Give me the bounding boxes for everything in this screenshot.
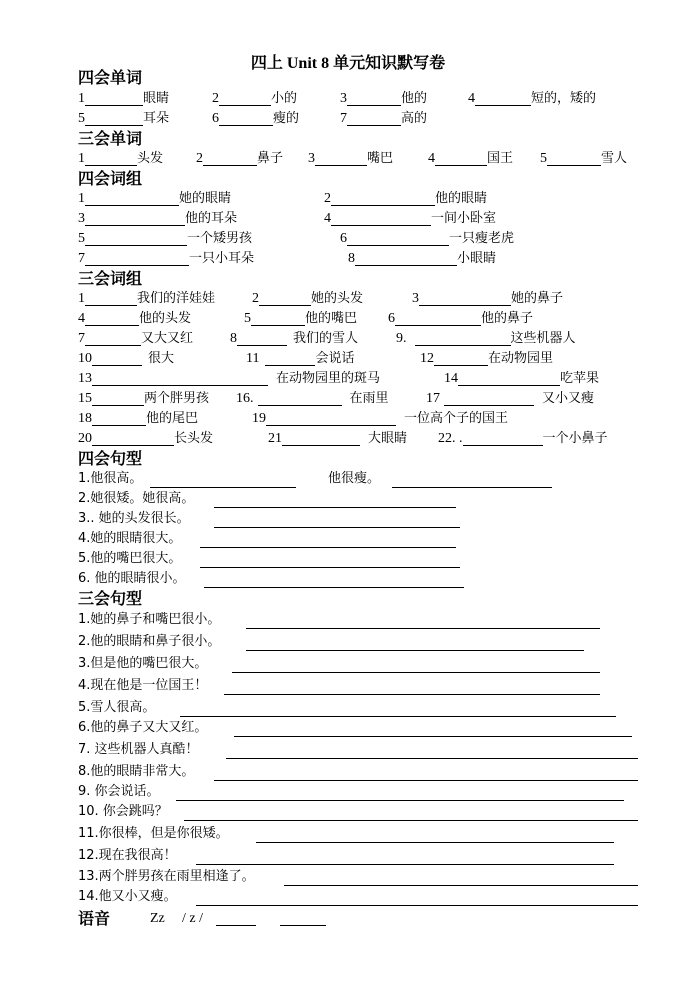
phrase-item: 4 一间小卧室 — [324, 211, 497, 226]
phrase-item: 16. 在雨里 — [236, 391, 389, 406]
phrase-item: 6 他的鼻子 — [388, 311, 534, 326]
sentence-prompt: 13.两个胖男孩在雨里相逢了。 — [78, 869, 255, 884]
sentence-prompt: 12.现在我很高！ — [78, 848, 177, 863]
word-item: 2 鼻子 — [196, 151, 284, 166]
answer-blank[interactable] — [415, 331, 511, 346]
word-item: 2 小的 — [212, 91, 298, 106]
phrases3-row-6 — [0, 389, 696, 409]
phrase-item: 2 他的眼睛 — [324, 191, 488, 206]
answer-blank[interactable] — [85, 231, 187, 246]
sentence-prompt: 4.她的眼睛很大。 — [78, 531, 182, 546]
answer-line[interactable] — [234, 736, 632, 737]
sentence-prompt: 14.他又小又瘦。 — [78, 889, 177, 904]
phrase-item: 15 两个胖男孩 — [78, 391, 210, 406]
word-item: 5 雪人 — [540, 151, 628, 166]
phrase-item: 17 又小又瘦 — [426, 391, 595, 406]
section-three-skill-phrases: 三会词组 — [78, 269, 143, 288]
phrase-item: 7 一只小耳朵 — [78, 251, 255, 266]
phrase-item: 10 很大 — [78, 351, 175, 366]
words4-row-2 — [0, 109, 696, 129]
answer-line[interactable] — [246, 650, 584, 651]
phrase-item: 8 小眼睛 — [348, 251, 497, 266]
answer-line[interactable] — [284, 885, 638, 886]
sentence-prompt: 9. 你会说话。 — [78, 784, 160, 799]
answer-blank[interactable] — [258, 391, 342, 406]
word-item: 4 国王 — [428, 151, 514, 166]
answer-blank[interactable] — [85, 191, 179, 206]
section-phonics: 语音 — [78, 909, 111, 928]
phrase-item: 13 在动物园里的斑马 — [78, 371, 381, 386]
phrase-item: 21 大眼睛 — [268, 431, 408, 446]
answer-blank[interactable] — [203, 151, 257, 166]
answer-line[interactable] — [392, 487, 552, 488]
answer-line[interactable] — [176, 800, 624, 801]
sentence-prompt: 5.他的嘴巴很大。 — [78, 551, 182, 566]
answer-blank[interactable] — [85, 291, 137, 306]
answer-line[interactable] — [204, 587, 464, 588]
answer-blank[interactable] — [92, 371, 268, 386]
phonics-letter: Zz — [150, 911, 165, 926]
answer-line[interactable] — [200, 547, 456, 548]
phrase-item: 5 一个矮男孩 — [78, 231, 253, 246]
answer-blank[interactable] — [475, 91, 531, 106]
phrases3-row-3 — [0, 329, 696, 349]
answer-blank[interactable] — [331, 211, 431, 226]
answer-blank[interactable] — [347, 91, 401, 106]
sentence-prompt: 10. 你会跳吗？ — [78, 804, 168, 819]
answer-blank[interactable] — [331, 191, 435, 206]
answer-blank[interactable] — [85, 251, 189, 266]
answer-blank[interactable] — [85, 151, 137, 166]
sentence-prompt: 6. 他的眼睛很小。 — [78, 571, 186, 586]
section-three-skill-words: 三会单词 — [78, 129, 143, 148]
answer-blank[interactable] — [92, 431, 174, 446]
answer-blank[interactable] — [85, 211, 185, 226]
answer-blank[interactable] — [92, 391, 144, 406]
answer-blank[interactable] — [259, 291, 311, 306]
answer-blank[interactable] — [435, 151, 487, 166]
section-four-skill-words: 四会单词 — [78, 68, 143, 87]
word-item: 7 高的 — [340, 111, 428, 126]
answer-line[interactable] — [232, 672, 600, 673]
phrase-item: 6 一只瘦老虎 — [340, 231, 515, 246]
worksheet-title: 四上 Unit 8 单元知识默写卷 — [250, 55, 446, 72]
answer-line[interactable] — [184, 820, 638, 821]
word-item: 4 短的，矮的 — [468, 91, 597, 106]
answer-line[interactable] — [256, 842, 614, 843]
phrase-item: 18 他的尾巴 — [78, 411, 199, 426]
phrase-item: 3 她的鼻子 — [412, 291, 564, 306]
phrase-item: 7 又大又红 — [78, 331, 194, 346]
answer-blank[interactable] — [251, 311, 305, 326]
answer-line[interactable] — [216, 925, 256, 926]
answer-line[interactable] — [196, 864, 614, 865]
answer-blank[interactable] — [419, 291, 511, 306]
answer-blank[interactable] — [347, 231, 449, 246]
answer-blank[interactable] — [458, 371, 560, 386]
word-item: 1 头发 — [78, 151, 164, 166]
answer-blank[interactable] — [85, 91, 143, 106]
word-item: 3 嘴巴 — [308, 151, 394, 166]
phrases4-row-2 — [0, 209, 696, 229]
answer-blank[interactable] — [92, 411, 146, 426]
answer-blank[interactable] — [463, 431, 543, 446]
answer-blank[interactable] — [92, 351, 142, 366]
sentence-prompt: 6.他的鼻子又大又红。 — [78, 720, 208, 735]
answer-line[interactable] — [150, 487, 296, 488]
answer-blank[interactable] — [444, 391, 534, 406]
answer-blank[interactable] — [266, 411, 396, 426]
section-three-skill-sentences: 三会句型 — [78, 589, 143, 608]
answer-line[interactable] — [196, 905, 638, 906]
answer-blank[interactable] — [237, 331, 287, 346]
phrase-item: 20 长头发 — [78, 431, 214, 446]
phrase-item: 19 一位高个子的国王 — [252, 411, 509, 426]
phrases3-row-7 — [0, 409, 696, 429]
phrase-item: 12 在动物园里 — [420, 351, 554, 366]
word-item: 5 耳朵 — [78, 111, 170, 126]
phrases3-row-1 — [0, 289, 696, 309]
phrase-item: 8 我们的雪人 — [230, 331, 359, 346]
phrases4-row-3 — [0, 229, 696, 249]
answer-blank[interactable] — [315, 151, 367, 166]
phrases3-row-2 — [0, 309, 696, 329]
word-item: 6 瘦的 — [212, 111, 300, 126]
phrases4-row-4 — [0, 249, 696, 269]
phrases3-row-5 — [0, 369, 696, 389]
answer-blank[interactable] — [85, 111, 143, 126]
answer-blank[interactable] — [219, 111, 273, 126]
answer-line[interactable] — [180, 716, 616, 717]
sentence-prompt: 7. 这些机器人真酷！ — [78, 742, 199, 757]
answer-blank[interactable] — [85, 311, 139, 326]
answer-line[interactable] — [214, 507, 456, 508]
phrases3-row-8 — [0, 429, 696, 449]
sentence-prompt: 3.但是他的嘴巴很大。 — [78, 656, 208, 671]
sentence-prompt: 4.现在他是一位国王！ — [78, 678, 208, 693]
phrase-item: 5 他的嘴巴 — [244, 311, 358, 326]
sentence-prompt: 11.你很棒，但是你很矮。 — [78, 826, 229, 841]
answer-blank[interactable] — [395, 311, 481, 326]
answer-blank[interactable] — [219, 91, 271, 106]
answer-blank[interactable] — [547, 151, 601, 166]
answer-blank[interactable] — [85, 331, 141, 346]
sentence-prompt: 8.他的眼睛非常大。 — [78, 764, 195, 779]
answer-line[interactable] — [280, 925, 326, 926]
words3-row — [0, 149, 696, 169]
answer-blank[interactable] — [265, 351, 315, 366]
answer-line[interactable] — [200, 567, 460, 568]
word-item: 1 眼睛 — [78, 91, 170, 106]
answer-blank[interactable] — [347, 111, 401, 126]
answer-line[interactable] — [214, 527, 460, 528]
phrase-item: 9. 这些机器人 — [396, 331, 576, 346]
sentence-prompt: 1.他很高。 — [78, 471, 143, 486]
phrase-item: 1 她的眼睛 — [78, 191, 232, 206]
phrases4-row-1 — [0, 189, 696, 209]
answer-line[interactable] — [246, 628, 600, 629]
phrase-item: 22. . 一个小鼻子 — [438, 431, 608, 446]
phrase-item: 14 吃苹果 — [444, 371, 600, 386]
phonics-sound: / z / — [182, 911, 203, 926]
sentence-prompt: 1.她的鼻子和嘴巴很小。 — [78, 612, 221, 627]
sentence-prompt: 他很瘦。 — [328, 471, 381, 486]
answer-line[interactable] — [214, 780, 638, 781]
answer-line[interactable] — [226, 758, 638, 759]
sentence-prompt: 2.他的眼睛和鼻子很小。 — [78, 634, 221, 649]
words4-row-1 — [0, 89, 696, 109]
phrase-item: 11 会说话 — [246, 351, 355, 366]
word-item: 3 他的 — [340, 91, 428, 106]
section-four-skill-phrases: 四会词组 — [78, 169, 143, 188]
sentence-prompt: 5.雪人很高。 — [78, 700, 156, 715]
phrase-item: 3 他的耳朵 — [78, 211, 238, 226]
answer-blank[interactable] — [434, 351, 488, 366]
answer-blank[interactable] — [282, 431, 360, 446]
section-four-skill-sentences: 四会句型 — [78, 449, 143, 468]
phrases3-row-4 — [0, 349, 696, 369]
answer-line[interactable] — [224, 694, 600, 695]
sentence-prompt: 2.她很矮。她很高。 — [78, 491, 195, 506]
phrase-item: 1 我们的洋娃娃 — [78, 291, 216, 306]
phrase-item: 2 她的头发 — [252, 291, 364, 306]
phrase-item: 4 他的头发 — [78, 311, 192, 326]
sentence-prompt: 3.. 她的头发很长。 — [78, 511, 190, 526]
answer-blank[interactable] — [355, 251, 457, 266]
